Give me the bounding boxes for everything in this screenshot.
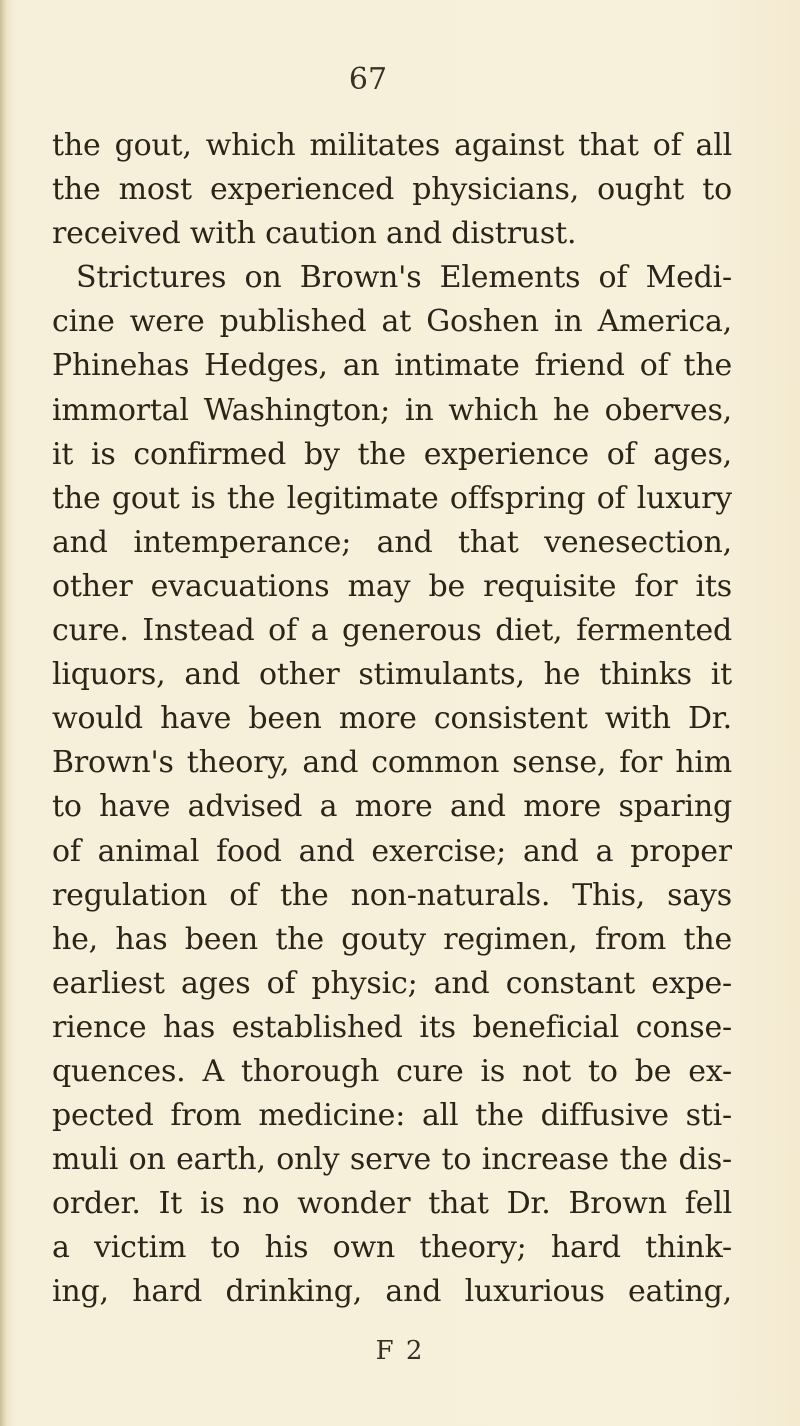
text-line: other evacuations may be requisite for its <box>52 568 732 604</box>
text-line: earliest ages of physic; and constant expe- <box>52 965 732 1001</box>
text-line: quences. A thorough cure is not to be ex- <box>52 1053 732 1089</box>
text-line: to have advised a more and more sparing <box>52 789 732 825</box>
text-line: received with caution and distrust. <box>52 216 577 252</box>
text-line: immortal Washington; in which he oberves, <box>52 392 732 428</box>
text-line: would have been more consistent with Dr. <box>52 701 732 737</box>
text-line: pected from medicine: all the diffusive sti- <box>52 1098 732 1134</box>
page-number: 67 <box>348 62 388 97</box>
text-line: and intemperance; and that venesection, <box>52 524 732 560</box>
text-line: the gout is the legitimate offspring of luxury <box>52 480 732 516</box>
text-line: the gout, which militates against that of all <box>52 128 732 163</box>
text-line: liquors, and other stimulants, he thinks it <box>52 657 732 693</box>
text-line: the most experienced physicians, ought to <box>52 172 732 208</box>
body-text <box>52 124 732 1315</box>
text-line: muli on earth, only serve to increase the dis- <box>52 1142 732 1178</box>
text-line: cure. Instead of a generous diet, fermented <box>52 613 732 649</box>
signature-mark: F 2 <box>375 1336 425 1366</box>
text-line: ing, hard drinking, and luxurious eating, <box>52 1274 732 1310</box>
text-line: a victim to his own theory; hard think- <box>52 1230 732 1266</box>
text-line: rience has established its beneficial conse- <box>52 1009 732 1045</box>
text-line: he, has been the gouty regimen, from the <box>52 921 732 957</box>
text-line: Strictures on Brown's Elements of Medi- <box>76 260 732 296</box>
text-line: Phinehas Hedges, an intimate friend of the <box>52 348 732 384</box>
text-line: regulation of the non-naturals. This, says <box>52 877 732 913</box>
text-line: order. It is no wonder that Dr. Brown fell <box>52 1186 732 1222</box>
text-line: of animal food and exercise; and a proper <box>52 833 732 869</box>
text-line: it is confirmed by the experience of ages, <box>52 436 732 472</box>
text-line: Brown's theory, and common sense, for him <box>52 745 732 781</box>
text-line: cine were published at Goshen in America, <box>52 304 732 340</box>
